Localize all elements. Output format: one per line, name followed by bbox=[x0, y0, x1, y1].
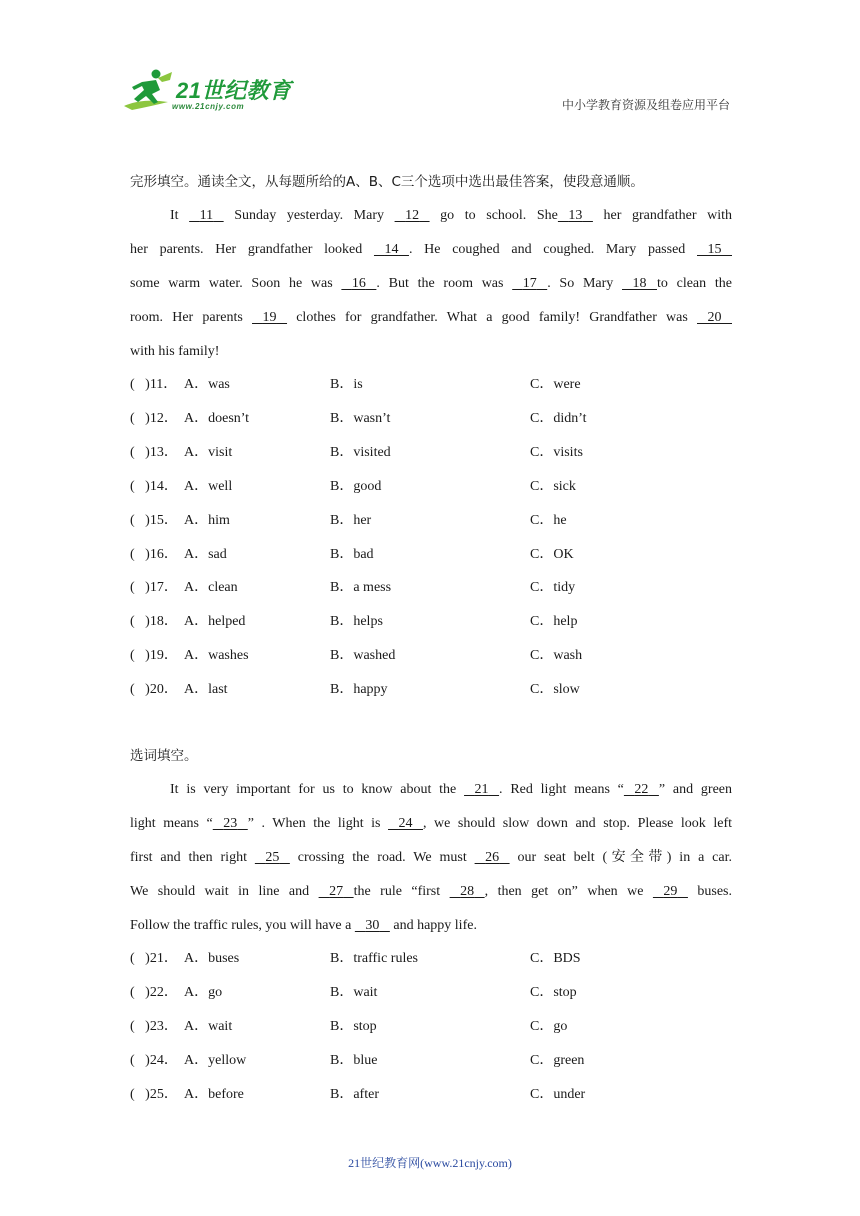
option-c: C．under bbox=[530, 1086, 586, 1102]
option-a: A．before bbox=[184, 1086, 244, 1102]
answer-blank: 16 bbox=[351, 276, 366, 291]
question-row bbox=[130, 950, 732, 968]
question-number: ( )15． bbox=[130, 512, 178, 528]
runner-logo-icon bbox=[122, 68, 178, 114]
question-number: ( )14． bbox=[130, 478, 178, 494]
answer-blank: 29 bbox=[663, 884, 678, 899]
question-number: ( )19． bbox=[130, 648, 178, 664]
option-b: B．visited bbox=[330, 444, 391, 460]
question-row bbox=[130, 579, 732, 597]
passage-text: her parents. Her grandfather looked bbox=[130, 242, 374, 257]
option-c: C．OK bbox=[530, 546, 574, 562]
question-number: ( )25． bbox=[130, 1086, 178, 1102]
passage-text: the rule “first bbox=[353, 884, 450, 899]
question-number: ( )18． bbox=[130, 614, 178, 630]
passage-line bbox=[130, 241, 732, 259]
passage-text: and happy life. bbox=[389, 918, 477, 933]
option-c: C．slow bbox=[530, 682, 580, 698]
question-number: ( )13． bbox=[130, 444, 178, 460]
passage-text: . So Mary bbox=[547, 276, 622, 291]
logo-text: 21世纪教育 bbox=[176, 78, 292, 103]
question-number: ( )16． bbox=[130, 546, 178, 562]
answer-blank: 27 bbox=[329, 884, 344, 899]
passage-text: Sunday yesterday. Mary bbox=[223, 208, 395, 223]
passage-line bbox=[130, 815, 732, 833]
answer-blank: 14 bbox=[384, 242, 399, 257]
question-row bbox=[130, 444, 732, 462]
passage-line bbox=[130, 849, 732, 867]
option-a: A．wait bbox=[184, 1018, 233, 1034]
footer: 21世纪教育网(www.21cnjy.com) bbox=[348, 1156, 512, 1170]
option-a: A．clean bbox=[184, 580, 238, 596]
option-c: C．didn’t bbox=[530, 410, 587, 426]
platform-title: 中小学教育资源及组卷应用平台 bbox=[561, 98, 730, 112]
passage-line bbox=[170, 207, 732, 225]
passage-text: some warm water. Soon he was bbox=[130, 276, 342, 291]
option-a: A．well bbox=[184, 478, 233, 494]
passage-text: . But the room was bbox=[376, 276, 513, 291]
answer-blank: 13 bbox=[568, 208, 583, 223]
question-row bbox=[130, 681, 732, 699]
option-a: A．sad bbox=[184, 546, 227, 562]
option-a: A．buses bbox=[184, 951, 240, 966]
option-a: A．visit bbox=[184, 444, 233, 460]
option-c: C．tidy bbox=[530, 580, 576, 596]
passage-text: , we should slow down and stop. Please look left bbox=[423, 816, 732, 831]
option-b: B．wasn’t bbox=[330, 410, 391, 426]
option-b: B．blue bbox=[330, 1052, 378, 1068]
option-b: B．traffic rules bbox=[330, 951, 418, 966]
option-b: B．good bbox=[330, 478, 382, 494]
passage-text: . He coughed and coughed. Mary passed bbox=[408, 242, 697, 257]
passage-text: to clean the bbox=[657, 276, 732, 291]
passage-line bbox=[130, 343, 732, 361]
option-a: A．doesn’t bbox=[184, 410, 250, 426]
question-row bbox=[130, 647, 732, 665]
option-a: A．washes bbox=[184, 648, 249, 664]
option-b: B．wait bbox=[330, 984, 378, 1000]
option-a: A．last bbox=[184, 682, 228, 698]
option-c: C．BDS bbox=[530, 951, 581, 966]
option-b: B．happy bbox=[330, 682, 388, 698]
question-row bbox=[130, 1086, 732, 1104]
question-number: ( )21． bbox=[130, 951, 178, 966]
passage-text: clothes for grandfather. What a good family! Grandfather was bbox=[287, 310, 697, 325]
question-number: ( )12． bbox=[130, 410, 178, 426]
option-c: C．wash bbox=[530, 648, 583, 664]
passage-text: ” and green bbox=[658, 782, 732, 797]
option-b: B．her bbox=[330, 512, 372, 528]
option-b: B．stop bbox=[330, 1018, 377, 1034]
question-row bbox=[130, 1052, 732, 1070]
question-row bbox=[130, 613, 732, 631]
passage-line bbox=[130, 917, 732, 935]
answer-blank: 11 bbox=[199, 208, 214, 223]
passage-text: ” . When the light is bbox=[247, 816, 389, 831]
passage-text: buses. bbox=[687, 884, 732, 899]
answer-blank: 17 bbox=[522, 276, 537, 291]
option-c: C．sick bbox=[530, 478, 576, 494]
section1-instruction: 完形填空。通读全文，从每题所给的A、B、C三个选项中选出最佳答案，使段意通顺。 bbox=[130, 174, 644, 190]
option-c: C．stop bbox=[530, 984, 577, 1000]
answer-blank: 19 bbox=[262, 310, 277, 325]
passage-line bbox=[130, 275, 732, 293]
answer-blank: 28 bbox=[460, 884, 475, 899]
answer-blank: 15 bbox=[707, 242, 722, 257]
option-a: A．yellow bbox=[184, 1052, 247, 1068]
option-c: C．visits bbox=[530, 444, 583, 460]
question-row bbox=[130, 546, 732, 564]
option-c: C．were bbox=[530, 377, 581, 392]
answer-blank: 23 bbox=[223, 816, 238, 831]
question-row bbox=[130, 410, 732, 428]
section2-instruction: 选词填空。 bbox=[130, 748, 198, 764]
passage-text: Follow the traffic rules, you will have a bbox=[130, 918, 355, 933]
passage-text: light means “ bbox=[130, 816, 213, 831]
option-b: B．is bbox=[330, 377, 363, 392]
passage-text: We should wait in line and bbox=[130, 884, 319, 899]
passage-text: with his family! bbox=[130, 344, 220, 359]
passage-text: our seat belt (安全带) in a car. bbox=[509, 850, 732, 865]
option-c: C．go bbox=[530, 1018, 568, 1034]
answer-blank: 21 bbox=[474, 782, 489, 797]
option-a: A．helped bbox=[184, 614, 246, 630]
question-number: ( )20． bbox=[130, 682, 178, 698]
question-number: ( )11． bbox=[130, 377, 178, 392]
passage-text: , then get on” when we bbox=[484, 884, 653, 899]
passage-text: go to school. She bbox=[429, 208, 558, 223]
answer-blank: 25 bbox=[265, 850, 280, 865]
logo bbox=[122, 68, 292, 114]
passage-text: It is very important for us to know about the bbox=[170, 782, 465, 797]
option-c: C．he bbox=[530, 512, 567, 528]
option-b: B．helps bbox=[330, 614, 383, 630]
question-row bbox=[130, 1018, 732, 1036]
passage-text: crossing the road. We must bbox=[289, 850, 475, 865]
question-row bbox=[130, 984, 732, 1002]
question-row bbox=[130, 512, 732, 530]
option-b: B．washed bbox=[330, 648, 396, 664]
logo-url: www.21cnjy.com bbox=[172, 102, 245, 111]
answer-blank: 22 bbox=[634, 782, 649, 797]
passage-text: room. Her parents bbox=[130, 310, 253, 325]
answer-blank: 12 bbox=[405, 208, 420, 223]
question-number: ( )23． bbox=[130, 1018, 178, 1034]
passage-text: . Red light means “ bbox=[499, 782, 624, 797]
question-number: ( )22． bbox=[130, 984, 178, 1000]
option-b: B．a mess bbox=[330, 580, 392, 596]
option-a: A．was bbox=[184, 377, 230, 392]
question-number: ( )17． bbox=[130, 580, 178, 596]
passage-line bbox=[170, 781, 732, 799]
option-b: B．after bbox=[330, 1086, 379, 1102]
passage-line bbox=[130, 309, 732, 327]
passage-text: her grandfather with bbox=[592, 208, 732, 223]
question-row bbox=[130, 478, 732, 496]
option-a: A．him bbox=[184, 512, 230, 528]
question-row bbox=[130, 376, 732, 394]
option-a: A．go bbox=[184, 984, 223, 1000]
option-c: C．help bbox=[530, 614, 578, 630]
question-number: ( )24． bbox=[130, 1052, 178, 1068]
passage-text: It bbox=[170, 208, 190, 223]
answer-blank: 30 bbox=[365, 918, 380, 933]
option-b: B．bad bbox=[330, 546, 374, 562]
answer-blank: 26 bbox=[485, 850, 500, 865]
passage-line bbox=[130, 883, 732, 901]
option-c: C．green bbox=[530, 1052, 585, 1068]
answer-blank: 18 bbox=[632, 276, 647, 291]
answer-blank: 24 bbox=[398, 816, 413, 831]
passage-text: first and then right bbox=[130, 850, 255, 865]
answer-blank: 20 bbox=[707, 310, 722, 325]
